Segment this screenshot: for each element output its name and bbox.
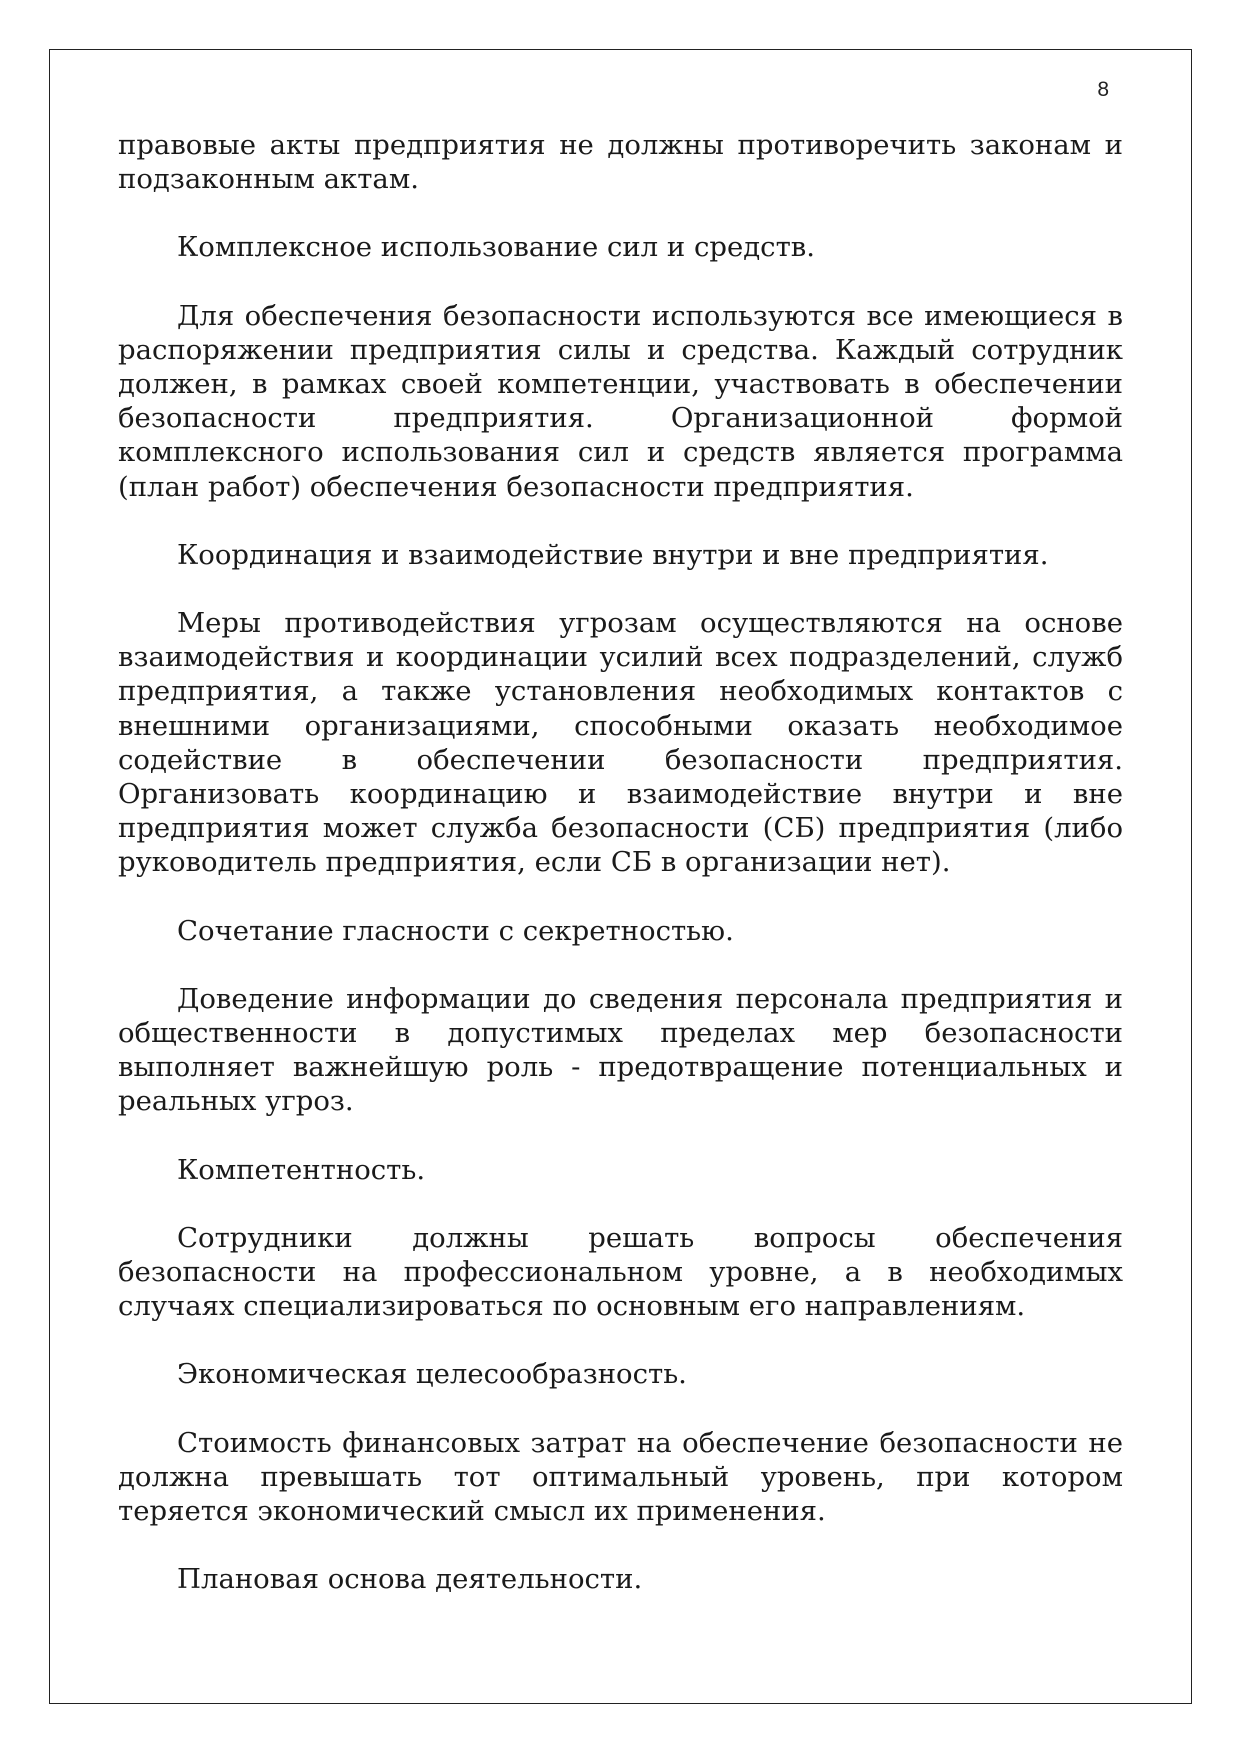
paragraph-continuation: правовые акты предприятия не должны противоречить законам и подзаконным актам. [118, 129, 1123, 196]
principle-heading-publicity: Сочетание гласности с секретностью. [177, 914, 734, 947]
paragraph-economic: Стоимость финансовых затрат на обеспечение безопасности не должна превышать тот оптимальный уровень, при котором теряется экономический смысл их применения. [118, 1426, 1123, 1528]
paragraph-complex-use: Для обеспечения безопасности используются все имеющиеся в распоряжении предприятия силы и средства. Каждый сотрудник должен, в рамках своей компетенции, участвовать в обеспечении безопасности предприятия. Организационной формой комплексного использования сил и средств является программа (план работ) обеспечения безопасности предприятия. [118, 299, 1123, 503]
principle-heading-coordination: Координация и взаимодействие внутри и вне предприятия. [177, 538, 1049, 571]
page-number: 8 [1097, 78, 1109, 101]
principle-heading-competence: Компетентность. [177, 1153, 426, 1186]
paragraph-competence: Сотрудники должны решать вопросы обеспечения безопасности на профессиональном уровне, а в необходимых случаях специализироваться по основным его направлениям. [118, 1221, 1123, 1323]
paragraph-coordination: Меры противодействия угрозам осуществляются на основе взаимодействия и координации усилий всех подразделений, служб предприятия, а также установления необходимых контактов с внешними организациями, способными оказать необходимое содействие в обеспечении безопасности предприятия. Организовать координацию и взаимодействие внутри и вне предприятия может служба безопасности (СБ) предприятия (либо руководитель предприятия, если СБ в организации нет). [118, 607, 1123, 879]
paragraph-publicity: Доведение информации до сведения персонала предприятия и общественности в допустимых пределах мер безопасности выполняет важнейшую роль - предотвращение потенциальных и реальных угроз. [118, 982, 1123, 1118]
principle-heading-planning: Плановая основа деятельности. [177, 1563, 643, 1596]
document-body [118, 128, 1123, 1631]
principle-heading-complex-use: Комплексное использование сил и средств. [177, 231, 816, 264]
principle-heading-economic: Экономическая целесообразность. [177, 1358, 687, 1391]
